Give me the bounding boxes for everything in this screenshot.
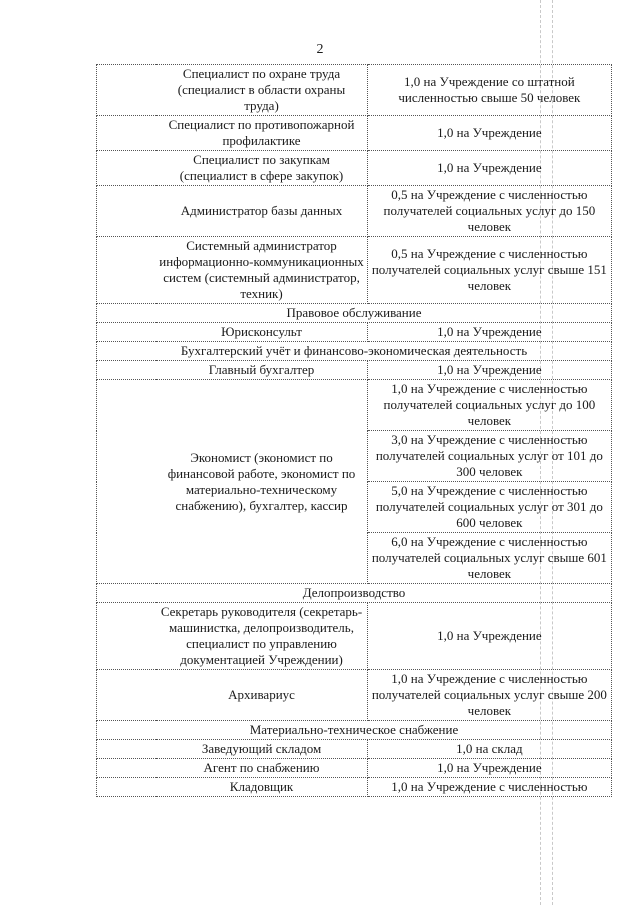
position-cell: Системный администратор информационно-коммуникационных систем (системный администратор, техник) — [156, 237, 367, 304]
number-cell — [97, 778, 157, 797]
table-row — [97, 670, 612, 721]
norm-cell: 1,0 на Учреждение с численностью получателей социальных услуг до 100 человек — [367, 380, 611, 431]
norm-cell: 1,0 на Учреждение — [367, 116, 611, 151]
position-cell: Архивариус — [156, 670, 367, 721]
number-cell — [97, 740, 157, 759]
section-title: Бухгалтерский учёт и финансово-экономическая деятельность — [97, 342, 612, 361]
number-cell — [97, 151, 157, 186]
section-row — [97, 342, 612, 361]
norm-cell: 1,0 на Учреждение с численностью — [367, 778, 611, 797]
number-cell — [97, 603, 157, 670]
section-row — [97, 304, 612, 323]
table-row — [97, 361, 612, 380]
table-row — [97, 65, 612, 116]
number-cell — [97, 323, 157, 342]
norm-cell: 1,0 на Учреждение со штатной численностью свыше 50 человек — [367, 65, 611, 116]
table-row — [97, 778, 612, 797]
position-cell: Администратор базы данных — [156, 186, 367, 237]
section-title: Правовое обслуживание — [97, 304, 612, 323]
table-row — [97, 759, 612, 778]
table-row — [97, 603, 612, 670]
norm-cell: 1,0 на склад — [367, 740, 611, 759]
position-cell: Юрисконсульт — [156, 323, 367, 342]
norm-cell: 1,0 на Учреждение — [367, 323, 611, 342]
position-cell: Главный бухгалтер — [156, 361, 367, 380]
table-row — [97, 186, 612, 237]
position-cell: Специалист по закупкам (специалист в сфере закупок) — [156, 151, 367, 186]
position-cell: Специалист по противопожарной профилактике — [156, 116, 367, 151]
table-row — [97, 151, 612, 186]
number-cell — [97, 65, 157, 116]
norm-cell: 6,0 на Учреждение с численностью получателей социальных услуг свыше 601 человек — [367, 533, 611, 584]
norm-cell: 1,0 на Учреждение с численностью получателей социальных услуг свыше 200 человек — [367, 670, 611, 721]
table-row — [97, 380, 612, 431]
norm-cell: 0,5 на Учреждение с численностью получателей социальных услуг до 150 человек — [367, 186, 611, 237]
norm-cell: 3,0 на Учреждение с численностью получателей социальных услуг от 101 до 300 человек — [367, 431, 611, 482]
section-title: Делопроизводство — [97, 584, 612, 603]
table-row — [97, 116, 612, 151]
section-row — [97, 721, 612, 740]
number-cell — [97, 116, 157, 151]
position-cell: Заведующий складом — [156, 740, 367, 759]
norm-cell: 1,0 на Учреждение — [367, 151, 611, 186]
norm-cell: 1,0 на Учреждение — [367, 361, 611, 380]
number-cell — [97, 186, 157, 237]
table-row — [97, 237, 612, 304]
number-cell — [97, 670, 157, 721]
norm-cell: 1,0 на Учреждение — [367, 603, 611, 670]
position-cell: Секретарь руководителя (секретарь-машинистка, делопроизводитель, специалист по управлению документацией Учреждении) — [156, 603, 367, 670]
section-row — [97, 584, 612, 603]
position-cell: Кладовщик — [156, 778, 367, 797]
number-cell — [97, 380, 157, 584]
norm-cell: 0,5 на Учреждение с численностью получателей социальных услуг свыше 151 человек — [367, 237, 611, 304]
number-cell — [97, 361, 157, 380]
position-cell: Агент по снабжению — [156, 759, 367, 778]
staffing-table-body — [97, 65, 612, 797]
position-cell: Экономист (экономист по финансовой работе, экономист по материально-техническому снабжению), бухгалтер, кассир — [156, 380, 367, 584]
table-row — [97, 740, 612, 759]
position-cell: Специалист по охране труда (специалист в области охраны труда) — [156, 65, 367, 116]
table-row — [97, 323, 612, 342]
page-number: 2 — [316, 42, 324, 57]
section-title: Материально-техническое снабжение — [97, 721, 612, 740]
norm-cell: 1,0 на Учреждение — [367, 759, 611, 778]
norm-cell: 5,0 на Учреждение с численностью получателей социальных услуг от 301 до 600 человек — [367, 482, 611, 533]
number-cell — [97, 759, 157, 778]
staffing-table — [96, 64, 612, 797]
number-cell — [97, 237, 157, 304]
